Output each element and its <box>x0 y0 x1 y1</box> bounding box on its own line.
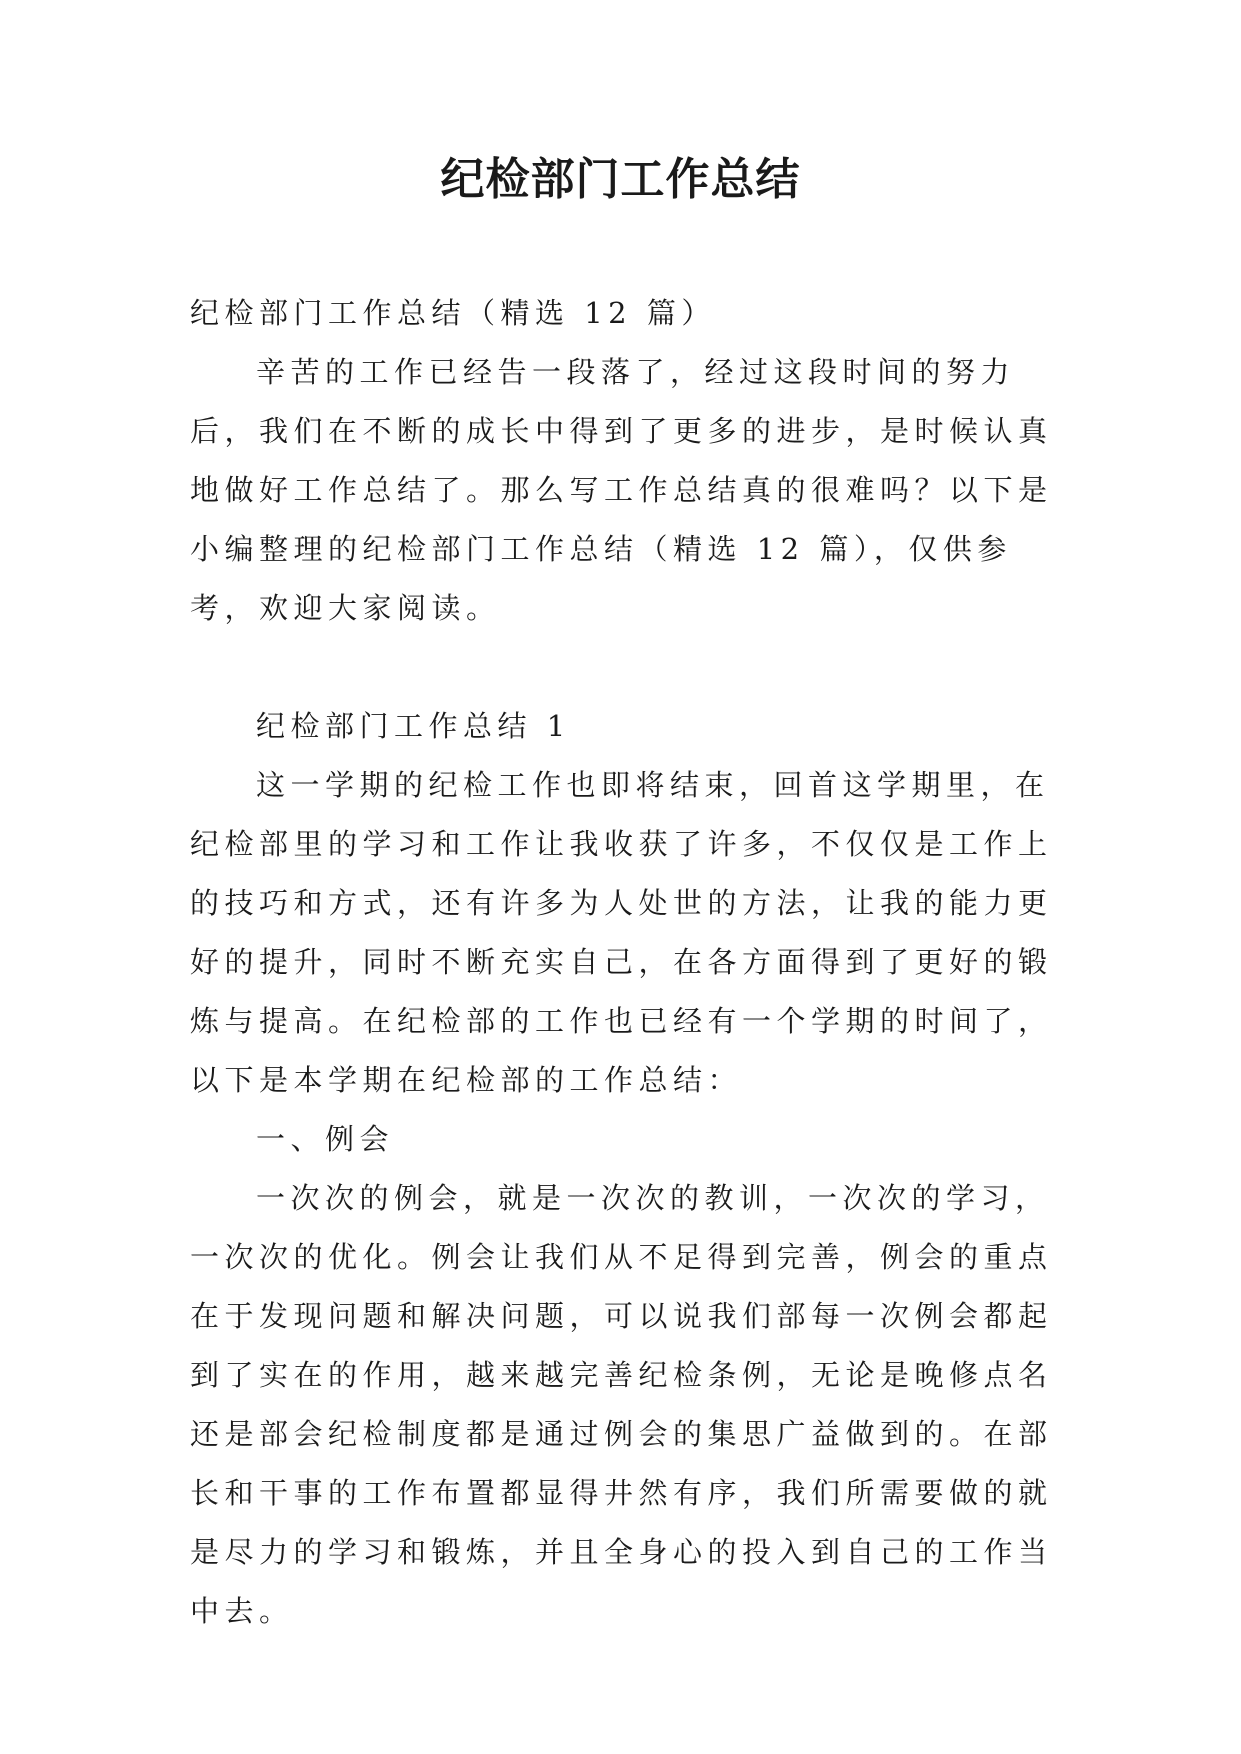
intro-paragraph: 辛苦的工作已经告一段落了，经过这段时间的努力后，我们在不断的成长中得到了更多的进步，是时候认真地做好工作总结了。那么写工作总结真的很难吗？以下是小编整理的纪检部门工作总结（精选 12 篇），仅供参考，欢迎大家阅读。 <box>190 355 1053 625</box>
document-subtitle: 纪检部门工作总结（精选 12 篇） <box>190 296 716 330</box>
subheading: 一、例会 <box>256 1122 395 1156</box>
document-body <box>190 284 1070 1641</box>
section-paragraph: 这一学期的纪检工作也即将结束，回首这学期里，在纪检部里的学习和工作让我收获了许多，不仅仅是工作上的技巧和方式，还有许多为人处世的方法，让我的能力更好的提升，同时不断充实自己，在各方面得到了更好的锻炼与提高。在纪检部的工作也已经有一个学期的时间了，以下是本学期在纪检部的工作总结： <box>190 768 1053 1097</box>
section-paragraph: 一次次的例会，就是一次次的教训，一次次的学习，一次次的优化。例会让我们从不足得到完善，例会的重点在于发现问题和解决问题，可以说我们部每一次例会都起到了实在的作用，越来越完善纪检条例，无论是晚修点名还是部会纪检制度都是通过例会的集思广益做到的。在部长和干事的工作布置都显得井然有序，我们所需要做的就是尽力的学习和锻炼，并且全身心的投入到自己的工作当中去。 <box>190 1181 1053 1628</box>
section-heading: 纪检部门工作总结 1 <box>256 709 571 743</box>
paragraph-spacer <box>190 638 1070 697</box>
document-title: 纪检部门工作总结 <box>440 154 801 205</box>
